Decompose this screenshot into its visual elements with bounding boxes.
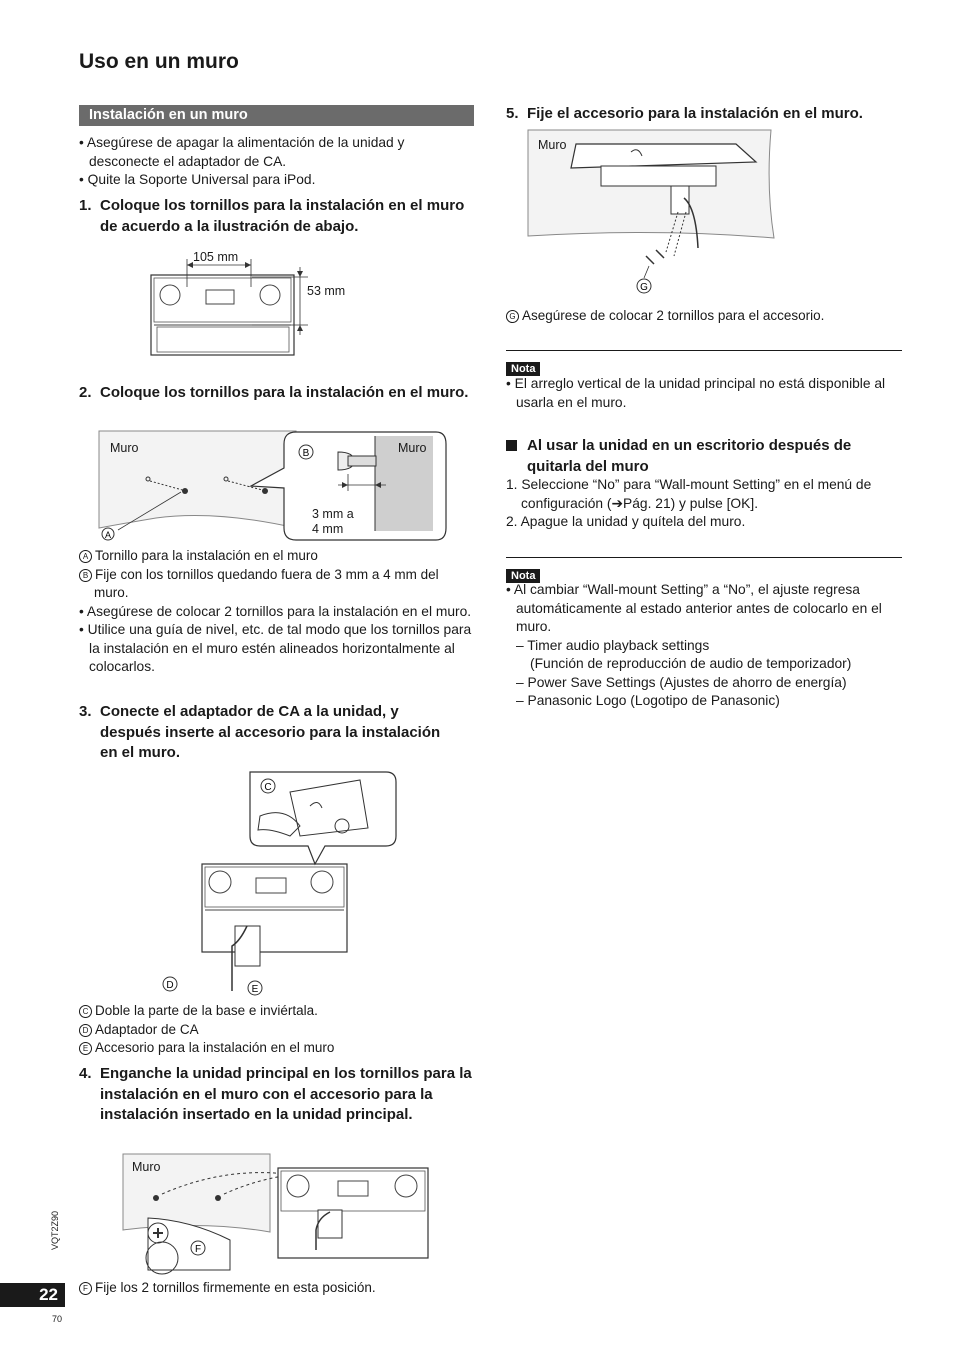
fig3-captions (79, 1002, 474, 1058)
gap-label-line1: 3 mm a (312, 507, 354, 521)
list-item: – Timer audio playback settings (516, 637, 710, 653)
dimension-vertical: 53 mm (307, 284, 346, 298)
note-badge: Nota (506, 359, 540, 377)
wall-label: Muro (110, 441, 139, 455)
desk-section-heading: Al usar la unidad en un escritorio después de quitarla del muro (506, 436, 902, 477)
marker-c: C (264, 782, 272, 793)
marker-b: B (302, 448, 310, 459)
list-item: • Asegúrese de apagar la alimentación de la unidad y desconecte el adaptador de CA. (79, 134, 474, 171)
list-item: 2. Apague la unidad y quítela del muro. (506, 514, 746, 529)
figure-screws-in-wall (96, 428, 450, 544)
list-item: • El arreglo vertical de la unidad principal no está disponible al usarla en el muro. (506, 375, 902, 412)
caption-e: E Accesorio para la instalación en el muro (79, 1039, 474, 1058)
step-5: 5. Fije el accesorio para la instalación en el muro. (506, 105, 863, 122)
sub-page-number: 70 (52, 1314, 63, 1324)
page-title: Uso en un muro (79, 50, 239, 73)
dimension-horizontal: 105 mm (193, 250, 239, 264)
caption-f: F Fije los 2 tornillos firmemente en esta posición. (79, 1279, 474, 1298)
figure-hang-unit (120, 1150, 436, 1276)
wall-label: Muro (132, 1160, 161, 1174)
gap-label-line2: 4 mm (312, 522, 344, 536)
step-1: 1. Coloque los tornillos para la instalación en el muro de acuerdo a la ilustración de abajo. (79, 197, 465, 235)
document-code: VQT2Z90 (50, 1210, 60, 1250)
list-item: • Quite la Soporte Universal para iPod. (79, 171, 474, 190)
list-item: (Función de reproducción de audio de temporizador) (530, 656, 852, 671)
figure-adapter-connection (150, 766, 400, 1002)
marker-e: E (251, 984, 259, 995)
fig2-captions (79, 547, 474, 677)
figure-screw-positions (140, 245, 370, 363)
intro-bullets (79, 134, 474, 190)
square-bullet-icon (506, 440, 517, 451)
page-number: 22 (0, 1283, 65, 1307)
marker-d: D (166, 980, 174, 991)
step-3: 3. Conecte el adaptador de CA a la unidad, y después inserte al accesorio para la instalación en el muro. (79, 703, 441, 761)
caption-g: G Asegúrese de colocar 2 tornillos para el accesorio. (506, 307, 906, 326)
divider (506, 557, 902, 558)
section-heading-bar: Instalación en un muro (79, 105, 474, 126)
note-2 (506, 581, 902, 711)
list-item: • Al cambiar “Wall-mount Setting” a “No”, el ajuste regresa automáticamente al estado anterior antes de colocarlo en el muro. (506, 581, 902, 637)
note-badge: Nota (506, 566, 540, 584)
caption-b: B Fije con los tornillos quedando fuera de 3 mm a 4 mm del muro. (79, 566, 474, 603)
figure-fix-accessory (526, 128, 778, 300)
step-4: 4. Enganche la unidad principal en los tornillos para la instalación en el muro con el accesorio para la instalación insertado en la unidad principal. (79, 1065, 472, 1123)
wall-label: Muro (398, 441, 427, 455)
desk-steps (506, 476, 902, 532)
marker-g: G (640, 282, 648, 293)
wall-label: Muro (538, 138, 567, 152)
caption-d: D Adaptador de CA (79, 1021, 474, 1040)
divider (506, 350, 902, 351)
list-item: 1. Seleccione “No” para “Wall-mount Setting” en el menú de configuración (➔Pág. 21) y pulse [OK]. (506, 477, 872, 511)
list-item: • Utilice una guía de nivel, etc. de tal modo que los tornillos para la instalación en el muro estén alineados horizontalmente al colocarlos. (79, 621, 474, 677)
list-item: – Panasonic Logo (Logotipo de Panasonic) (516, 693, 780, 708)
note-1 (506, 375, 902, 412)
marker-f: F (194, 1244, 202, 1255)
marker-a: A (104, 530, 112, 540)
list-item: • Asegúrese de colocar 2 tornillos para la instalación en el muro. (79, 603, 474, 622)
caption-c: C Doble la parte de la base e inviértala. (79, 1002, 474, 1021)
caption-a: A Tornillo para la instalación en el muro (79, 547, 474, 566)
step-2: 2. Coloque los tornillos para la instalación en el muro. (79, 384, 469, 401)
list-item: – Power Save Settings (Ajustes de ahorro de energía) (516, 674, 847, 690)
